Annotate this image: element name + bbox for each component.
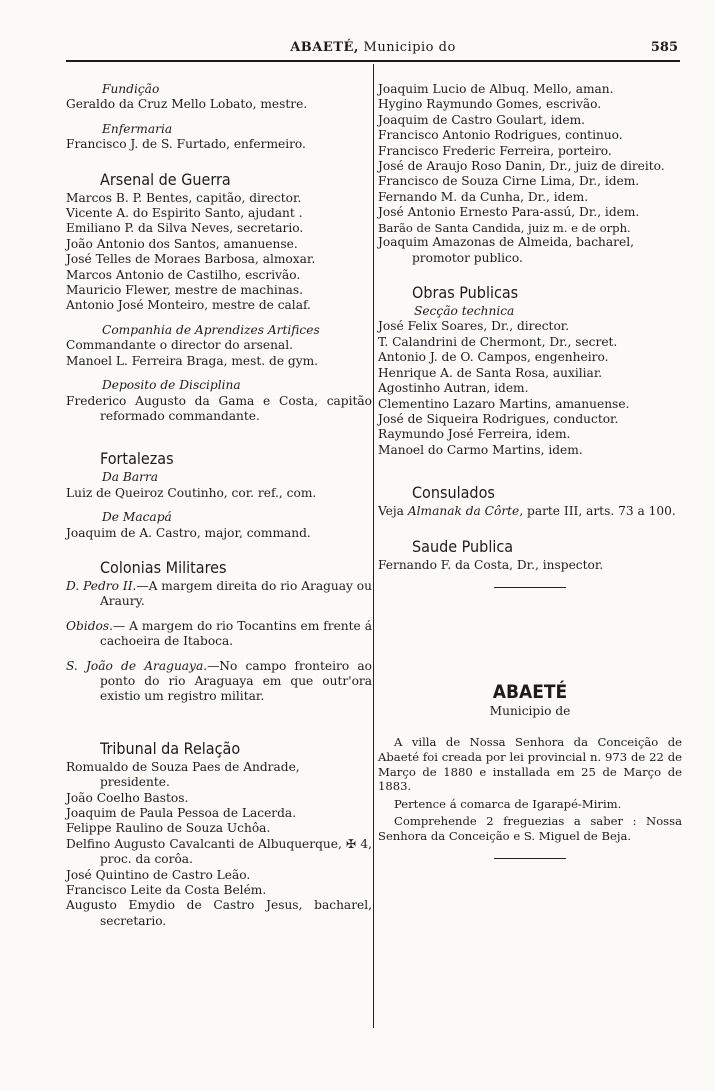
municipality-subtitle: Municipio de bbox=[489, 703, 571, 718]
list-item: José Telles de Moraes Barbosa, almoxar. bbox=[66, 252, 316, 267]
list-item: Henrique A. de Santa Rosa, auxiliar. bbox=[378, 365, 603, 380]
section-heading: Saude Publica bbox=[412, 536, 514, 556]
list-item: Manoel L. Ferreira Braga, mest. de gym. bbox=[66, 353, 319, 368]
list-item bbox=[66, 619, 372, 650]
list-item: Raymundo José Ferreira, idem. bbox=[378, 427, 571, 442]
list-item: Geraldo da Cruz Mello Lobato, mestre. bbox=[66, 97, 308, 112]
running-title-rest: Municipio do bbox=[358, 40, 456, 55]
section-subheading: Companhia de Aprendizes Artifices bbox=[102, 322, 320, 337]
section-heading: Tribunal da Relação bbox=[100, 738, 241, 758]
column-divider bbox=[373, 64, 374, 1028]
colony-name: S. João de Araguaya. bbox=[66, 658, 208, 673]
list-item: Francisco J. de S. Furtado, enfermeiro. bbox=[66, 137, 306, 152]
list-item bbox=[66, 659, 372, 705]
colony-name: Obidos. bbox=[66, 618, 113, 633]
list-item: Joaquim de A. Castro, major, command. bbox=[66, 525, 311, 540]
list-item: Francisco Frederic Ferreira, porteiro. bbox=[378, 143, 612, 158]
list-item: Felippe Raulino de Souza Uchôa. bbox=[66, 821, 271, 836]
section-heading: Consulados bbox=[412, 483, 495, 503]
section-subheading: Fundição bbox=[102, 82, 160, 96]
left-column bbox=[66, 82, 372, 929]
list-item: Delfino Augusto Cavalcanti de Albuquerque, ✠ 4, proc. da corôa. bbox=[66, 836, 372, 867]
section-subheading: De Macapá bbox=[102, 510, 172, 525]
list-item: Agostinho Autran, idem. bbox=[378, 381, 529, 396]
list-item: Emiliano P. da Silva Neves, secretario. bbox=[66, 221, 304, 236]
list-item: Augusto Emydio de Castro Jesus, bacharel, secretario. bbox=[66, 898, 372, 928]
paragraph: Pertence á comarca de Igarapé-Mirim. bbox=[394, 796, 622, 811]
section-subheading: Deposito de Disciplina bbox=[102, 378, 241, 393]
list-item: Marcos B. P. Bentes, capitão, director. bbox=[66, 190, 302, 205]
list-item: Hygino Raymundo Gomes, escrivão. bbox=[378, 97, 602, 112]
colony-text: —A margem direita do rio Araguay ou Araury. bbox=[100, 578, 372, 609]
section-heading: Colonias Militares bbox=[100, 557, 227, 577]
list-item: Fernando M. da Cunha, Dr., idem. bbox=[378, 189, 589, 204]
section-heading: Fortalezas bbox=[100, 449, 174, 469]
list-item: Antonio J. de O. Campos, engenheiro. bbox=[378, 350, 609, 365]
colony-name: D. Pedro II. bbox=[66, 578, 137, 593]
running-title bbox=[66, 40, 680, 55]
list-item: Joaquim Lucio de Albuq. Mello, aman. bbox=[378, 82, 614, 96]
right-column bbox=[378, 82, 682, 859]
list-item: Joaquim de Castro Goulart, idem. bbox=[378, 112, 586, 127]
page-number: 585 bbox=[650, 40, 678, 55]
section-divider bbox=[494, 858, 566, 859]
list-item: Romualdo de Souza Paes de Andrade, presidente. bbox=[66, 759, 300, 790]
list-item: José de Siqueira Rodrigues, conductor. bbox=[378, 411, 619, 426]
list-item: José Quintino de Castro Leão. bbox=[66, 867, 251, 882]
list-item: Commandante o director do arsenal. bbox=[66, 338, 293, 353]
paragraph: Comprehende 2 freguezias a saber : Nossa Senhora da Conceição e S. Miguel de Beja. bbox=[378, 814, 682, 843]
list-item: Frederico Augusto da Gama e Costa, capitão reformado commandante. bbox=[66, 393, 372, 423]
list-item: João Coelho Bastos. bbox=[66, 790, 189, 805]
list-item: Mauricio Flewer, mestre de machinas. bbox=[66, 283, 304, 298]
list-item: Francisco de Souza Cirne Lima, Dr., idem. bbox=[378, 174, 640, 189]
consulados-post: parte III, arts. 73 a 100. bbox=[523, 504, 676, 519]
section-heading: Obras Publicas bbox=[412, 283, 519, 303]
municipality-title: ABAETÉ bbox=[492, 680, 568, 703]
list-item bbox=[378, 504, 682, 519]
running-title-bold: ABAETÉ, bbox=[290, 40, 359, 55]
list-item: Francisco Antonio Rodrigues, continuo. bbox=[378, 128, 623, 143]
list-item: Manoel do Carmo Martins, idem. bbox=[378, 442, 583, 457]
paragraph: A villa de Nossa Senhora da Conceição de Abaeté foi creada por lei provincial n. 973 de 22 de Março de 1880 e installada em 25 de Março de 1883. bbox=[378, 735, 682, 794]
list-item: Antonio José Monteiro, mestre de calaf. bbox=[66, 298, 311, 313]
section-heading: Arsenal de Guerra bbox=[100, 169, 231, 189]
colony-text: — A margem do rio Tocantins em frente á cachoeira de Itaboca. bbox=[100, 618, 372, 649]
list-item: Barão de Santa Candida, juiz m. e de orph. bbox=[378, 220, 631, 235]
list-item: Joaquim de Paula Pessoa de Lacerda. bbox=[66, 806, 297, 820]
list-item: João Antonio dos Santos, amanuense. bbox=[66, 236, 298, 251]
list-item: Joaquim Amazonas de Almeida, bacharel, promotor publico. bbox=[378, 235, 634, 265]
list-item bbox=[66, 579, 372, 610]
list-item: Vicente A. do Espirito Santo, ajudant . bbox=[66, 206, 303, 221]
consulados-ref: Almanak da Côrte, bbox=[407, 504, 524, 519]
list-item: T. Calandrini de Chermont, Dr., secret. bbox=[378, 334, 618, 349]
colony-text: —No campo fronteiro ao ponto do rio Araguaya em que outr'ora existio um registro militar. bbox=[100, 658, 372, 704]
section-subheading: Enfermaria bbox=[102, 121, 173, 136]
list-item: Luiz de Queiroz Coutinho, cor. ref., com. bbox=[66, 485, 317, 500]
section-subheading: Da Barra bbox=[102, 470, 159, 485]
list-item: Clementino Lazaro Martins, amanuense. bbox=[378, 396, 630, 411]
list-item: José Antonio Ernesto Para-assú, Dr., idem. bbox=[378, 205, 640, 220]
list-item: Marcos Antonio de Castilho, escrivão. bbox=[66, 267, 301, 282]
list-item: Francisco Leite da Costa Belém. bbox=[66, 883, 267, 898]
section-subheading: Secção technica bbox=[414, 304, 515, 319]
consulados-pre: Veja bbox=[378, 504, 408, 519]
list-item: José de Araujo Roso Danin, Dr., juiz de direito. bbox=[378, 159, 665, 174]
list-item: José Felix Soares, Dr., director. bbox=[378, 319, 570, 334]
page-header bbox=[66, 34, 680, 62]
list-item: Fernando F. da Costa, Dr., inspector. bbox=[378, 557, 604, 572]
